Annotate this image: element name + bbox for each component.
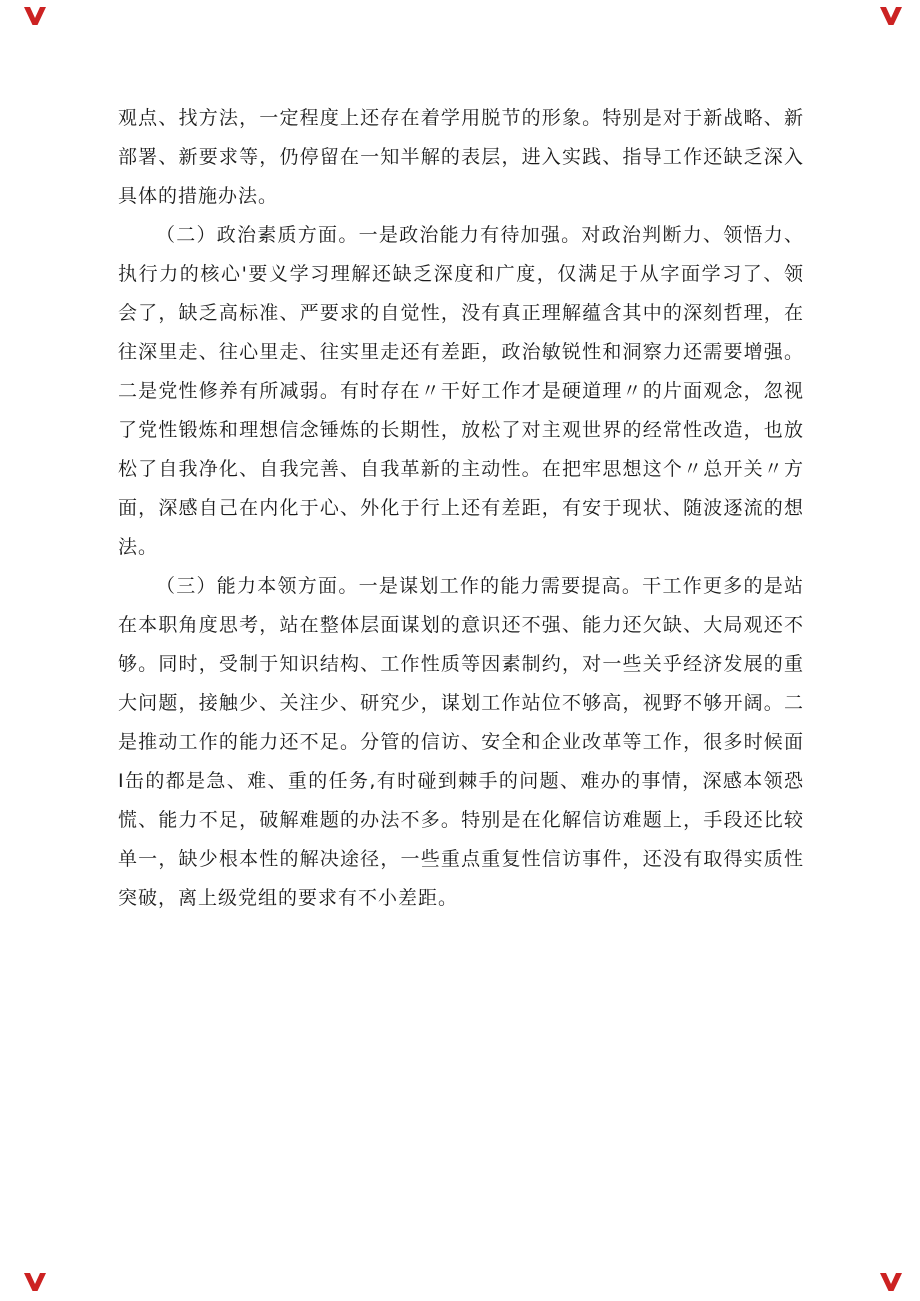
- watermark-v-icon-bottom-left: [22, 1271, 48, 1293]
- watermark-v-icon-top-left: [22, 5, 48, 27]
- watermark-v-icon-bottom-right: [878, 1271, 904, 1293]
- document-body: [118, 99, 804, 918]
- paragraph-ability-skill: （三）能力本领方面。一是谋划工作的能力需要提高。干工作更多的是站在本职角度思考，站在整体层面谋划的意识还不强、能力还欠缺、大局观还不够。同时，受制于知识结构、工作性质等因素制约，对一些关乎经济发展的重大问题，接触少、关注少、研究少，谋划工作站位不够高，视野不够开阔。二是推动工作的能力还不足。分管的信访、安全和企业改革等工作，很多时候面Ⅰ缶的都是急、难、重的任务,有时碰到棘手的问题、难办的事情，深感本领恐慌、能力不足，破解难题的办法不多。特别是在化解信访难题上，手段还比较单一，缺少根本性的解决途径，一些重点重复性信访事件，还没有取得实质性突破，离上级党组的要求有不小差距。: [118, 575, 804, 909]
- watermark-v-icon-top-right: [878, 5, 904, 27]
- paragraph-political-quality: （二）政治素质方面。一是政治能力有待加强。对政治判断力、领悟力、执行力的核心'要义学习理解还缺乏深度和广度，仅满足于从字面学习了、领会了，缺乏高标准、严要求的自觉性，没有真正理解蕴含其中的深刻哲理，在往深里走、往心里走、往实里走还有差距，政治敏锐性和洞察力还需要增强。二是党性修养有所减弱。有时存在〃干好工作才是硬道理〃的片面观念，忽视了党性锻炼和理想信念锤炼的长期性，放松了对主观世界的经常性改造，也放松了自我净化、自我完善、自我革新的主动性。在把牢思想这个〃总开关〃方面，深感自己在内化于心、外化于行上还有差距，有安于现状、随波逐流的想法。: [118, 224, 804, 558]
- paragraph-study-gap: 观点、找方法，一定程度上还存在着学用脱节的形象。特别是对于新战略、新部署、新要求等，仍停留在一知半解的表层，进入实践、指导工作还缺乏深入具体的措施办法。: [118, 107, 804, 207]
